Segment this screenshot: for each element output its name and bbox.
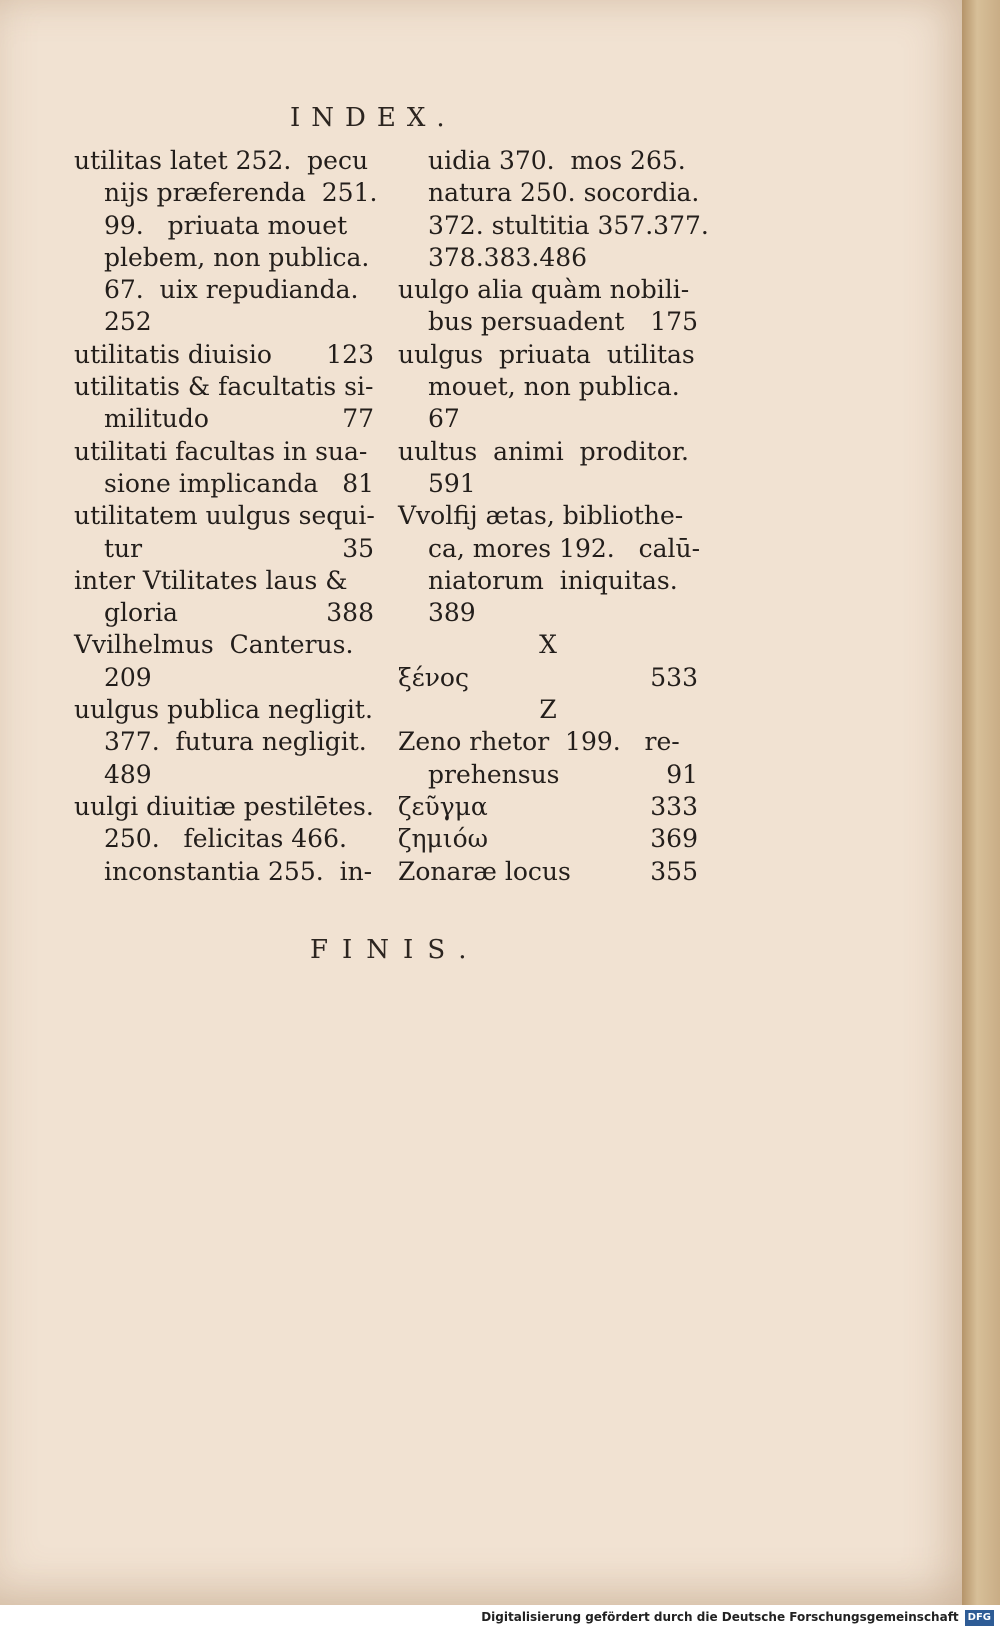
index-entry (398, 242, 698, 274)
index-entry-text: 372. stultitia 357.377. (428, 210, 709, 240)
index-entry (74, 597, 374, 629)
index-entry (74, 662, 374, 694)
page-header: INDEX. (290, 103, 456, 133)
index-entry (398, 533, 701, 565)
index-entry-text: ζημιόω (398, 824, 489, 854)
index-entry (74, 856, 374, 888)
index-entry-page: 533 (650, 662, 698, 692)
index-entry (398, 210, 709, 242)
finis-text: FINIS. (310, 935, 481, 965)
index-entry-page: 81 (342, 468, 374, 498)
index-entry-text: 250. felicitas 466. (104, 824, 347, 854)
index-entry-text: inter Vtilitates laus & (74, 565, 348, 595)
book-edge (962, 0, 1000, 1605)
index-entry-page: 175 (650, 307, 698, 337)
index-entry-text: 591 (428, 468, 476, 498)
index-entry-text: Z (539, 695, 557, 725)
index-entry-text: inconstantia 255. in- (104, 856, 373, 886)
index-entry-text: uultus animi proditor. (398, 436, 689, 466)
index-entry-text: utilitati facultas in sua- (74, 436, 368, 466)
index-entry (398, 823, 698, 855)
index-entry (398, 856, 698, 888)
index-entry (74, 565, 374, 597)
index-entry-text: 67. uix repudianda. (104, 275, 359, 305)
index-entry-text: plebem, non publica. (104, 242, 370, 272)
index-entry (74, 274, 374, 306)
index-entry-text: tur (104, 533, 143, 563)
index-entry-text: 209 (104, 662, 152, 692)
index-entry-page: 355 (650, 856, 698, 886)
index-entry-text: uulgus publica negligit. (74, 695, 373, 725)
index-entry-text: utilitatis diuisio (74, 339, 272, 369)
index-entry (398, 791, 698, 823)
index-entry-text: uidia 370. mos 265. (428, 146, 686, 175)
index-entry (74, 339, 374, 371)
index-entry (74, 759, 374, 791)
index-entry (398, 306, 698, 338)
index-entry (74, 791, 374, 823)
index-letter-heading (398, 629, 698, 661)
index-entry-text: X (539, 630, 557, 660)
footer-credit: Digitalisierung gefördert durch die Deutsche Forschungsgemeinschaft (481, 1610, 959, 1624)
index-entry-text: 378.383.486 (428, 242, 588, 272)
index-entry-text: utilitatis & facultatis si- (74, 372, 374, 402)
index-entry-text: prehensus (428, 759, 560, 789)
index-entry (74, 823, 374, 855)
index-entry-text: niatorum iniquitas. (428, 565, 678, 595)
index-entry-text: ca, mores 192. calū- (428, 533, 701, 563)
index-entry-page: 369 (650, 824, 698, 854)
index-entry-text: bus persuadent (428, 307, 625, 337)
index-entry (398, 403, 698, 435)
index-entry-text: militudo (104, 404, 209, 434)
index-entry-text: uulgus priuata utilitas (398, 339, 695, 369)
index-entry (74, 694, 374, 726)
index-entry (398, 565, 698, 597)
index-entry-text: utilitatem uulgus sequi- (74, 501, 375, 531)
index-entry-text: natura 250. socordia. (428, 178, 700, 208)
index-entry (74, 629, 374, 661)
index-entry (74, 468, 374, 500)
index-entry (398, 468, 698, 500)
index-entry (74, 242, 374, 274)
index-entry (74, 726, 374, 758)
index-entry-text: sione implicanda (104, 468, 319, 498)
index-entry-text: 99. priuata mouet (104, 210, 348, 240)
index-entry-page: 388 (326, 598, 374, 628)
index-entry-text: Zeno rhetor 199. re- (398, 727, 680, 757)
index-entry (74, 145, 374, 177)
index-entry (74, 177, 378, 209)
index-column-right (398, 145, 709, 888)
index-entry-text: mouet, non publica. (428, 372, 680, 402)
index-entry-text: 389 (428, 598, 476, 628)
index-letter-heading (398, 694, 698, 726)
index-entry (398, 339, 698, 371)
index-entry (74, 436, 374, 468)
index-entry-text: 489 (104, 759, 152, 789)
index-entry (398, 597, 698, 629)
index-entry-text: 67 (428, 404, 460, 434)
index-entry (74, 371, 374, 403)
index-entry-text: 377. futura negligit. (104, 727, 367, 757)
index-entry-page: 333 (650, 791, 698, 821)
index-entry-page: 91 (666, 759, 698, 789)
index-entry (398, 662, 698, 694)
index-entry-text: utilitas latet 252. pecu (74, 146, 369, 175)
index-entry (74, 500, 374, 532)
index-entry-page: 77 (342, 404, 374, 434)
index-entry-text: Vvilhelmus Canterus. (74, 630, 354, 660)
index-entry (398, 177, 698, 209)
index-entry (74, 306, 374, 338)
index-entry-text: Vvolfij ætas, bibliothe- (398, 501, 684, 531)
index-entry (398, 274, 698, 306)
index-entry-page: 123 (326, 339, 374, 369)
index-entry (398, 726, 698, 758)
index-column-left (74, 145, 378, 888)
index-entry (74, 533, 374, 565)
index-entry (74, 210, 374, 242)
dfg-logo: DFG (965, 1610, 994, 1626)
index-entry-text: Zonaræ locus (398, 856, 571, 886)
index-entry (398, 436, 698, 468)
index-entry-text: nijs præferenda 251. (104, 178, 378, 208)
index-entry-text: ξένος (398, 662, 469, 692)
index-entry-text: ζεῦγμα (398, 791, 488, 821)
index-entry-text: gloria (104, 598, 178, 628)
index-entry (398, 500, 698, 532)
index-entry-text: 252 (104, 307, 152, 337)
footer-bar (0, 1605, 1000, 1630)
index-entry (74, 403, 374, 435)
index-entry-page: 35 (342, 533, 374, 563)
index-entry-text: uulgi diuitiæ pestilētes. (74, 791, 374, 821)
index-entry (398, 371, 698, 403)
index-entry (398, 145, 698, 177)
index-entry-text: uulgo alia quàm nobili- (398, 275, 690, 305)
index-entry (398, 759, 698, 791)
